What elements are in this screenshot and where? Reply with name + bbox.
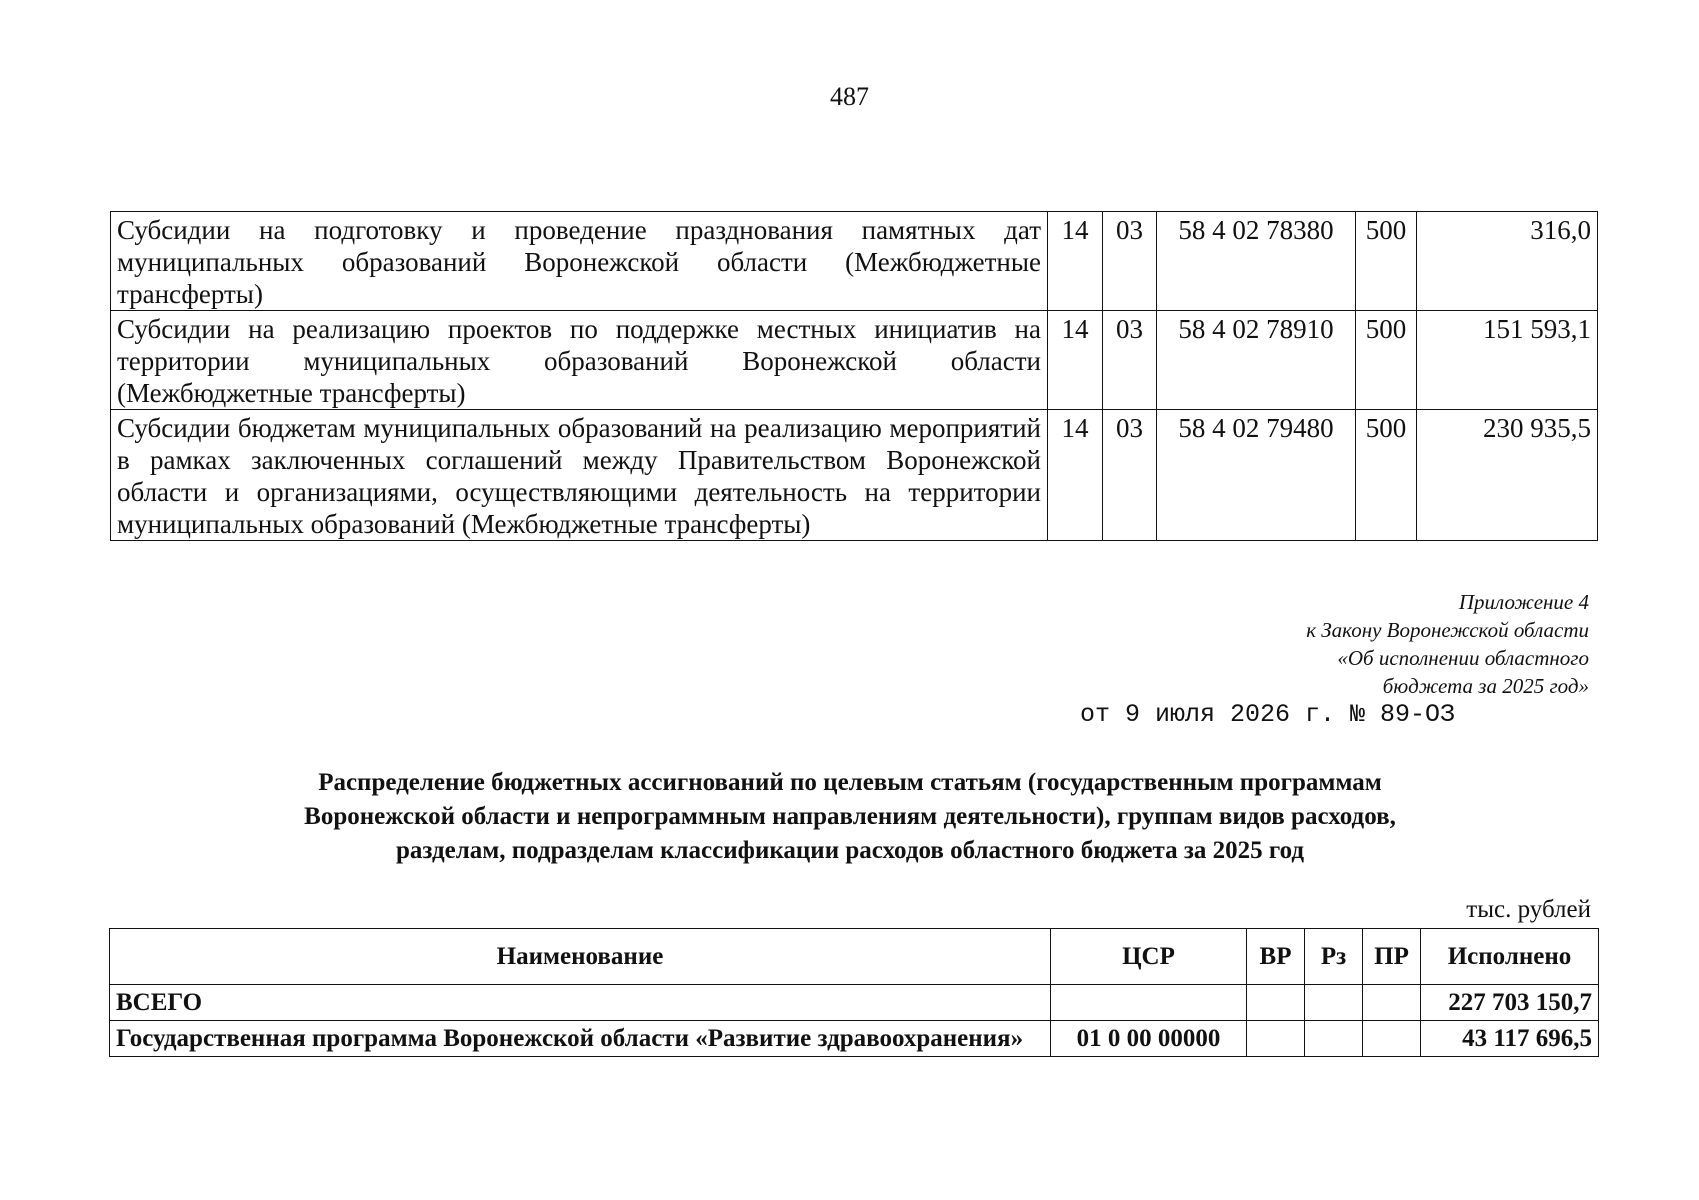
units-label: тыс. рублей xyxy=(1466,896,1591,923)
row-vr xyxy=(1247,985,1305,1021)
title-line: Распределение бюджетных ассигнований по целевым статьям (государственным программам xyxy=(318,769,1382,796)
row-rz: 14 xyxy=(1048,410,1103,541)
table-row xyxy=(110,1021,1599,1057)
row-amount: 230 935,5 xyxy=(1417,410,1598,541)
table-row xyxy=(111,410,1598,541)
appendix-line: бюджета за 2025 год» xyxy=(1382,674,1589,698)
continuation-table xyxy=(110,211,1598,541)
header-name: Наименование xyxy=(110,929,1051,985)
row-pr: 03 xyxy=(1103,410,1157,541)
header-pr: ПР xyxy=(1363,929,1421,985)
row-rz: 14 xyxy=(1048,212,1103,311)
row-vr xyxy=(1247,1021,1305,1057)
row-vr: 500 xyxy=(1356,212,1417,311)
row-pr xyxy=(1363,985,1421,1021)
row-amount: 227 703 150,7 xyxy=(1421,985,1599,1021)
appendix-block xyxy=(1069,588,1589,700)
law-date: от 9 июля 2026 г. № 89-ОЗ xyxy=(1080,700,1456,729)
row-name: Субсидии на подготовку и проведение празднования памятных дат муниципальных образований Воронежской области (Межбюджетные трансферты) xyxy=(111,212,1048,311)
allocation-table xyxy=(109,928,1599,1057)
row-name: Государственная программа Воронежской области «Развитие здравоохранения» xyxy=(110,1021,1051,1057)
row-amount: 316,0 xyxy=(1417,212,1598,311)
row-pr: 03 xyxy=(1103,212,1157,311)
page-number: 487 xyxy=(830,82,869,111)
row-rz xyxy=(1305,985,1363,1021)
appendix-line: Приложение 4 xyxy=(1458,590,1589,614)
table-row xyxy=(111,212,1598,311)
row-pr: 03 xyxy=(1103,311,1157,410)
title-line: Воронежской области и непрограммным направлениям деятельности), группам видов расходов, xyxy=(304,803,1396,830)
row-csr: 01 0 00 00000 xyxy=(1051,1021,1247,1057)
row-pr xyxy=(1363,1021,1421,1057)
row-rz xyxy=(1305,1021,1363,1057)
row-csr: 58 4 02 78380 xyxy=(1157,212,1356,311)
row-rz: 14 xyxy=(1048,311,1103,410)
row-name: ВСЕГО xyxy=(110,985,1051,1021)
row-csr: 58 4 02 78910 xyxy=(1157,311,1356,410)
row-amount: 43 117 696,5 xyxy=(1421,1021,1599,1057)
appendix-line: к Закону Воронежской области xyxy=(1306,618,1589,642)
title-line: разделам, подразделам классификации расходов областного бюджета за 2025 год xyxy=(395,837,1305,864)
table-row xyxy=(111,311,1598,410)
table-row xyxy=(110,985,1599,1021)
row-name: Субсидии на реализацию проектов по поддержке местных инициатив на территории муниципальных образований Воронежской области (Межбюджетные трансферты) xyxy=(111,311,1048,410)
appendix-line: «Об исполнении областного xyxy=(1337,646,1589,670)
row-name: Субсидии бюджетам муниципальных образований на реализацию мероприятий в рамках заключенных соглашений между Правительством Воронежской области и организациями, осуществляющими деятельность на территории муниципальных образований (Межбюджетные трансферты) xyxy=(111,410,1048,541)
row-csr: 58 4 02 79480 xyxy=(1157,410,1356,541)
row-vr: 500 xyxy=(1356,410,1417,541)
row-csr xyxy=(1051,985,1247,1021)
header-csr: ЦСР xyxy=(1051,929,1247,985)
row-vr: 500 xyxy=(1356,311,1417,410)
header-amount: Исполнено xyxy=(1421,929,1599,985)
row-amount: 151 593,1 xyxy=(1417,311,1598,410)
header-rz: Рз xyxy=(1305,929,1363,985)
document-title xyxy=(150,766,1550,868)
table-header-row xyxy=(110,929,1599,985)
header-vr: ВР xyxy=(1247,929,1305,985)
